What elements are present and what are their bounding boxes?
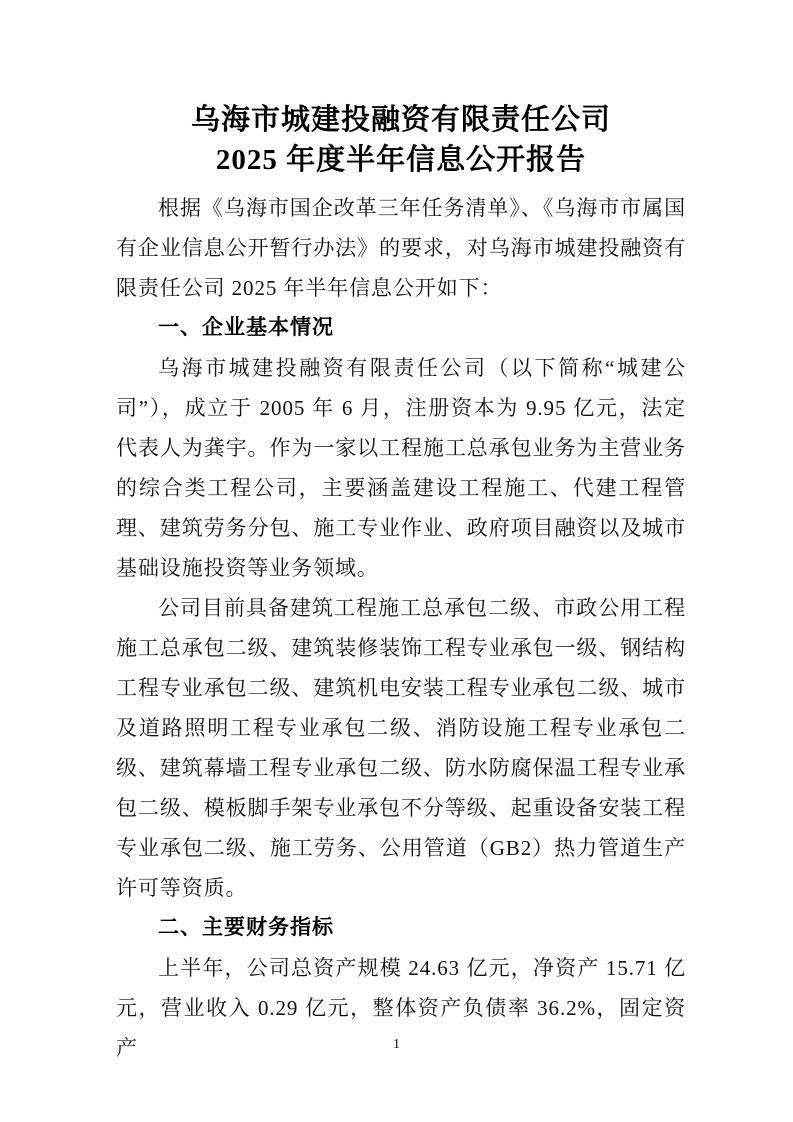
section-financial-paragraph-1: 上半年，公司总资产规模 24.63 亿元，净资产 15.71 亿元，营业收入 0.29 亿元，整体资产负债率 36.2%，固定资产 (116, 956, 686, 1060)
document-content (116, 100, 686, 1068)
title-line-2: 2025 年度半年信息公开报告 (215, 144, 587, 176)
document-title (116, 100, 686, 180)
section-basic-info-paragraph-2: 公司目前具备建筑工程施工总承包二级、市政公用工程施工总承包二级、建筑装修装饰工程专业承包一级、钢结构工程专业承包二级、建筑机电安装工程专业承包二级、城市及道路照明工程专业承包二级、消防设施工程专业承包二级、建筑幕墙工程专业承包二级、防水防腐保温工程专业承包二级、模板脚手架专业承包不分等级、起重设备安装工程专业承包二级、施工劳务、公用管道（GB2）热力管道生产许可等资质。 (116, 596, 686, 900)
intro-paragraph: 根据《乌海市国企改革三年任务清单》、《乌海市市属国有企业信息公开暂行办法》的要求，对乌海市城建投融资有限责任公司 2025 年半年信息公开如下： (116, 196, 686, 300)
section-heading-financial-indicators: 二、主要财务指标 (158, 916, 334, 939)
title-line-1: 乌海市城建投融资有限责任公司 (190, 104, 611, 136)
page-number: 1 (393, 1037, 400, 1052)
document-body (116, 188, 686, 1068)
section-heading-basic-info: 一、企业基本情况 (158, 316, 334, 339)
section-basic-info-paragraph-1: 乌海市城建投融资有限责任公司（以下简称“城建公司”），成立于 2005 年 6 月，注册资本为 9.95 亿元，法定代表人为龚宇。作为一家以工程施工总承包业务为主营业务的综合类工程公司，主要涵盖建设工程施工、代建工程管理、建筑劳务分包、施工专业作业、政府项目融资以及城市基础设施投资等业务领域。 (116, 356, 686, 580)
